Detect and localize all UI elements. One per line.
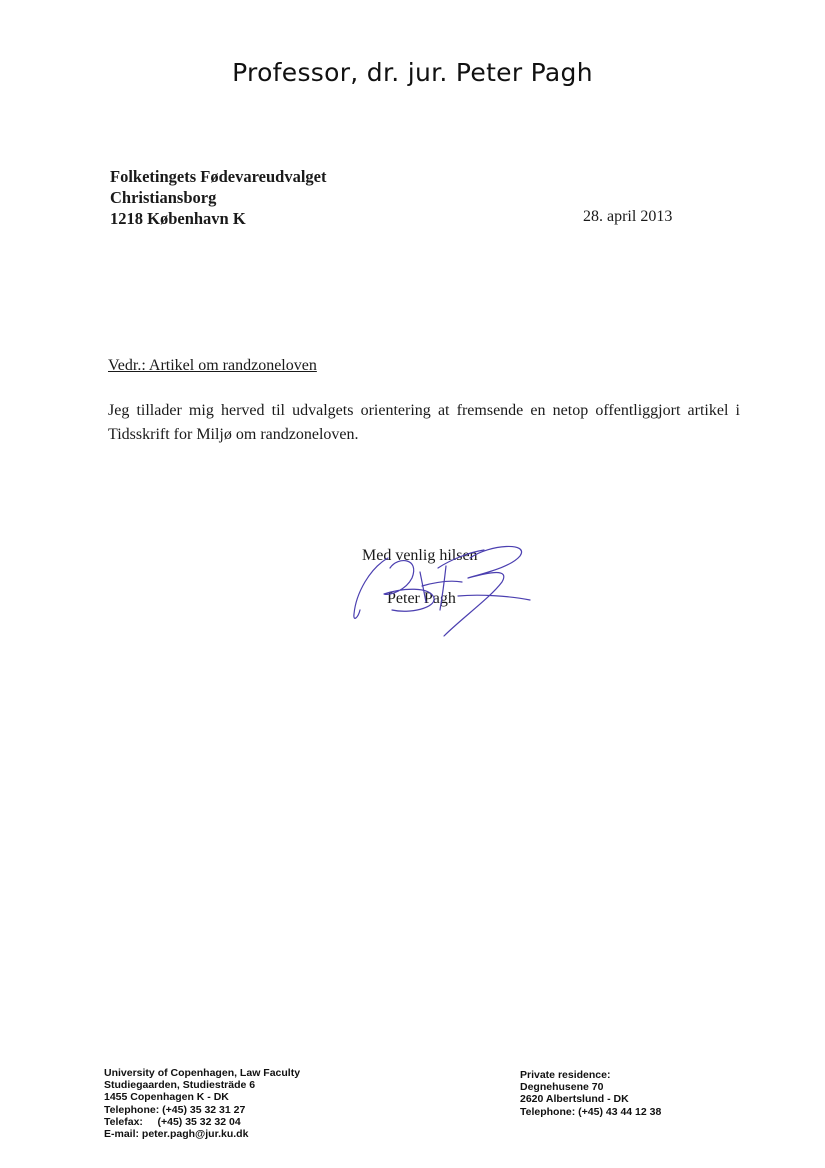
footer-private-residence	[520, 1069, 661, 1118]
footer-right-line: Telephone: (+45) 43 44 12 38	[520, 1105, 662, 1118]
closing-salutation: Med venlig hilsen	[362, 547, 478, 564]
letterhead-title: Professor, dr. jur. Peter Pagh	[232, 58, 593, 87]
recipient-address	[110, 166, 326, 229]
footer-left-line: Telefax: (+45) 35 32 32 04	[104, 1115, 241, 1128]
recipient-line: Folketingets Fødevareudvalget	[110, 167, 327, 186]
footer-left-line: Telephone: (+45) 35 32 31 27	[104, 1103, 246, 1116]
signer-name: Peter Pagh	[387, 590, 456, 607]
letter-date: 28. april 2013	[583, 208, 673, 225]
handwritten-signature	[350, 538, 540, 638]
footer-left-line: 1455 Copenhagen K - DK	[104, 1091, 229, 1104]
body-paragraph: Jeg tillader mig herved til udvalgets orientering at fremsende en netop offentliggjort artikel i Tidsskrift for Miljø om randzoneloven.	[108, 402, 740, 443]
footer-right-line: 2620 Albertslund - DK	[520, 1093, 629, 1106]
footer-left-line: University of Copenhagen, Law Faculty	[104, 1067, 301, 1079]
footer-left-email[interactable]: E-mail: peter.pagh@jur.ku.dk	[104, 1128, 249, 1141]
footer-right-line: Degnehusene 70	[520, 1081, 604, 1094]
subject-line: Vedr.: Artikel om randzoneloven	[108, 357, 317, 374]
footer-right-line: Private residence:	[520, 1069, 611, 1081]
footer-university-address	[104, 1067, 300, 1140]
recipient-line: Christiansborg	[110, 188, 217, 207]
footer-left-line: Studiegaarden, Studiesträde 6	[104, 1079, 256, 1092]
recipient-line: 1218 København K	[110, 209, 246, 228]
